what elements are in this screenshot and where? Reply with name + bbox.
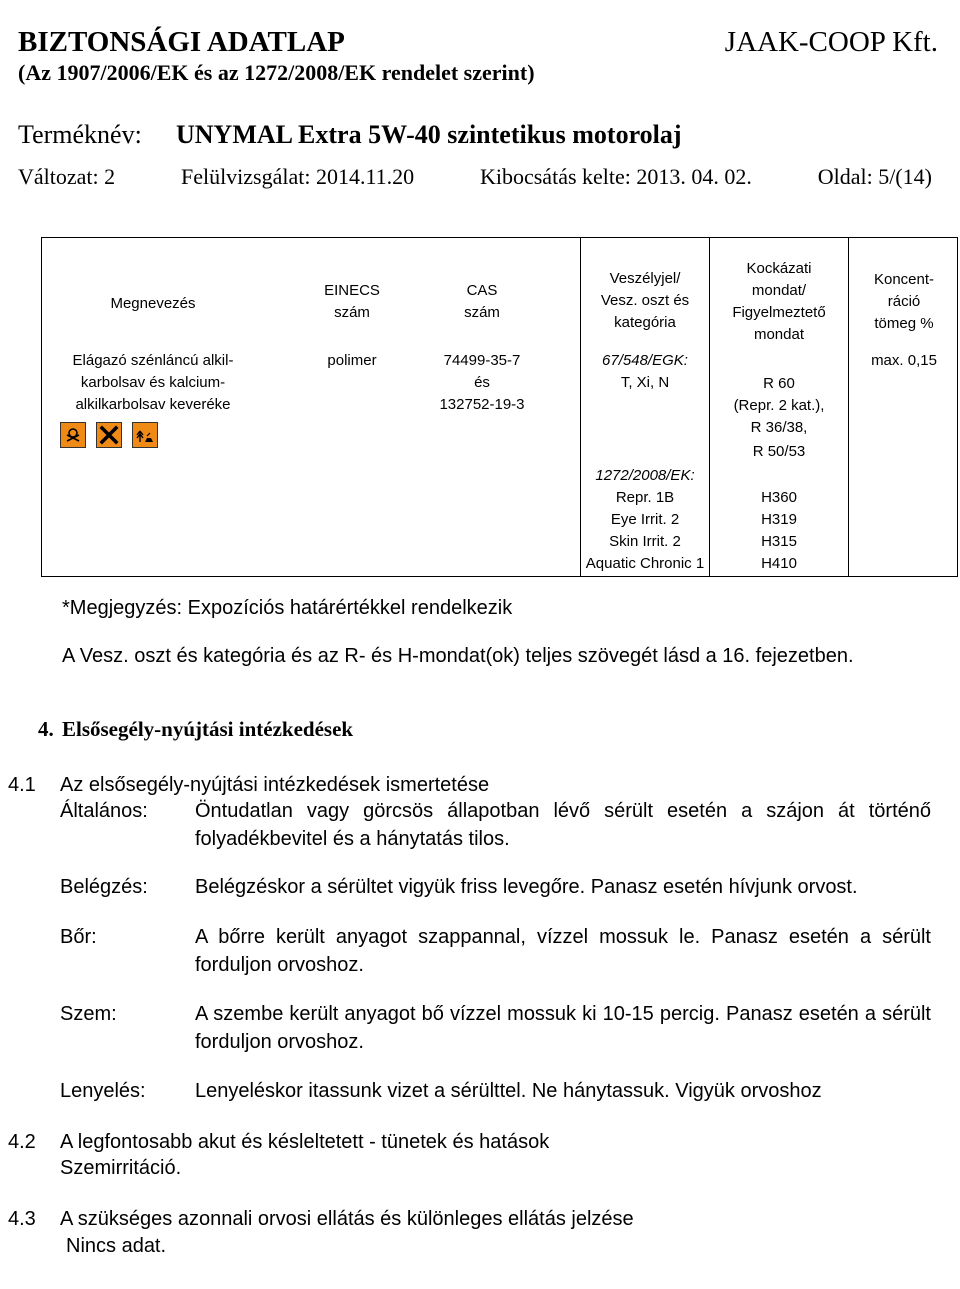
header-hazard-class: Veszélyjel/ Vesz. oszt és kategória bbox=[600, 270, 690, 331]
revision-date: Felülvizsgálat: 2014.11.20 bbox=[180, 164, 415, 189]
environment-icon bbox=[132, 422, 158, 448]
reference-note: A Vesz. oszt és kategória és az R- és H-mondat(ok) teljes szövegét lásd a 16. fejezetben. bbox=[62, 645, 854, 667]
document-meta bbox=[18, 164, 932, 190]
r-phrases: R 60 (Repr. 2 kat.), R 36/38, R 50/53 bbox=[733, 375, 825, 460]
inhalation-label: Belégzés: bbox=[60, 876, 148, 898]
clp-classification: 1272/2008/EK: Repr. 1B Eye Irrit. 2 Skin Irrit. 2 Aquatic Chronic 1 bbox=[585, 467, 705, 572]
header-concentration: Koncent- ráció tömeg % bbox=[873, 271, 935, 332]
product-name: UNYMAL Extra 5W-40 szintetikus motorolaj bbox=[176, 120, 682, 149]
general-label: Általános: bbox=[60, 800, 148, 822]
subsection-title: A legfontosabb akut és késleltetett - tünetek és hatások bbox=[60, 1131, 550, 1153]
document-title: BIZTONSÁGI ADATLAP bbox=[18, 26, 345, 58]
h-phrases: H360 H319 H315 H410 bbox=[761, 489, 797, 572]
subsection-title: A szükséges azonnali orvosi ellátás és különleges ellátás jelzése bbox=[60, 1208, 634, 1230]
page-number: Oldal: 5/(14) bbox=[817, 164, 932, 189]
subsection-number: 4.3 bbox=[8, 1208, 36, 1230]
einecs-value: polimer bbox=[327, 352, 377, 369]
symptoms-text: Szemirritáció. bbox=[60, 1157, 182, 1179]
eye-label: Szem: bbox=[60, 1003, 117, 1025]
general-text: Öntudatlan vagy görcsös állapotban lévő sérült esetén a szájon át történő folyadékbevitel és a hánytatás tilos. bbox=[195, 800, 931, 850]
concentration-value: max. 0,15 bbox=[871, 352, 937, 369]
eye-text: A szembe került anyagot bő vízzel mossuk ki 10-15 percig. Panasz esetén a sérült forduljon orvoshoz. bbox=[195, 1003, 931, 1053]
product-line bbox=[18, 120, 682, 150]
product-label: Terméknév: bbox=[18, 120, 142, 149]
dsd-classification: 67/548/EGK: T, Xi, N bbox=[602, 352, 688, 391]
subsection-number: 4.2 bbox=[8, 1131, 36, 1153]
header-risk-phrases: Kockázati mondat/ Figyelmeztető mondat bbox=[732, 260, 826, 343]
section-heading: 4. Elsősegély-nyújtási intézkedések bbox=[38, 717, 354, 741]
harmful-cross-icon bbox=[60, 422, 86, 448]
substance-name: Elágazó szénláncú alkil- karbolsav és kalcium- alkilkarbolsav keveréke bbox=[48, 350, 258, 448]
ingestion-text: Lenyeléskor itassunk vizet a sérülttel. Ne hánytassuk. Vigyük orvoshoz bbox=[195, 1080, 822, 1102]
regulation-subtitle: (Az 1907/2006/EK és az 1272/2008/EK rendelet szerint) bbox=[18, 60, 535, 85]
hazard-pictograms bbox=[60, 422, 258, 448]
issue-date: Kibocsátás kelte: 2013. 04. 02. bbox=[479, 164, 752, 189]
footnote: *Megjegyzés: Expozíciós határértékkel rendelkezik bbox=[62, 597, 513, 619]
ingestion-label: Lenyelés: bbox=[60, 1080, 146, 1102]
company-name: JAAK-COOP Kft. bbox=[724, 26, 938, 58]
header-einecs: EINECS szám bbox=[324, 282, 380, 321]
table-divider bbox=[848, 238, 849, 576]
header-cas: CAS szám bbox=[464, 282, 500, 321]
subsection-title: Az elsősegély-nyújtási intézkedések ismertetése bbox=[60, 774, 490, 796]
header-name: Megnevezés bbox=[110, 295, 196, 312]
version: Változat: 2 bbox=[18, 164, 116, 189]
treatment-text: Nincs adat. bbox=[66, 1235, 167, 1257]
skin-label: Bőr: bbox=[60, 926, 97, 948]
irritant-x-icon bbox=[96, 422, 122, 448]
subsection-number: 4.1 bbox=[8, 774, 36, 796]
skin-text: A bőrre került anyagot szappannal, vízzel mossuk le. Panasz esetén a sérült forduljon orvoshoz. bbox=[195, 926, 931, 976]
cas-value: 74499-35-7 és 132752-19-3 bbox=[439, 352, 525, 413]
inhalation-text: Belégzéskor a sérültet vigyük friss levegőre. Panasz esetén hívjunk orvost. bbox=[195, 876, 858, 898]
composition-table bbox=[41, 237, 958, 577]
